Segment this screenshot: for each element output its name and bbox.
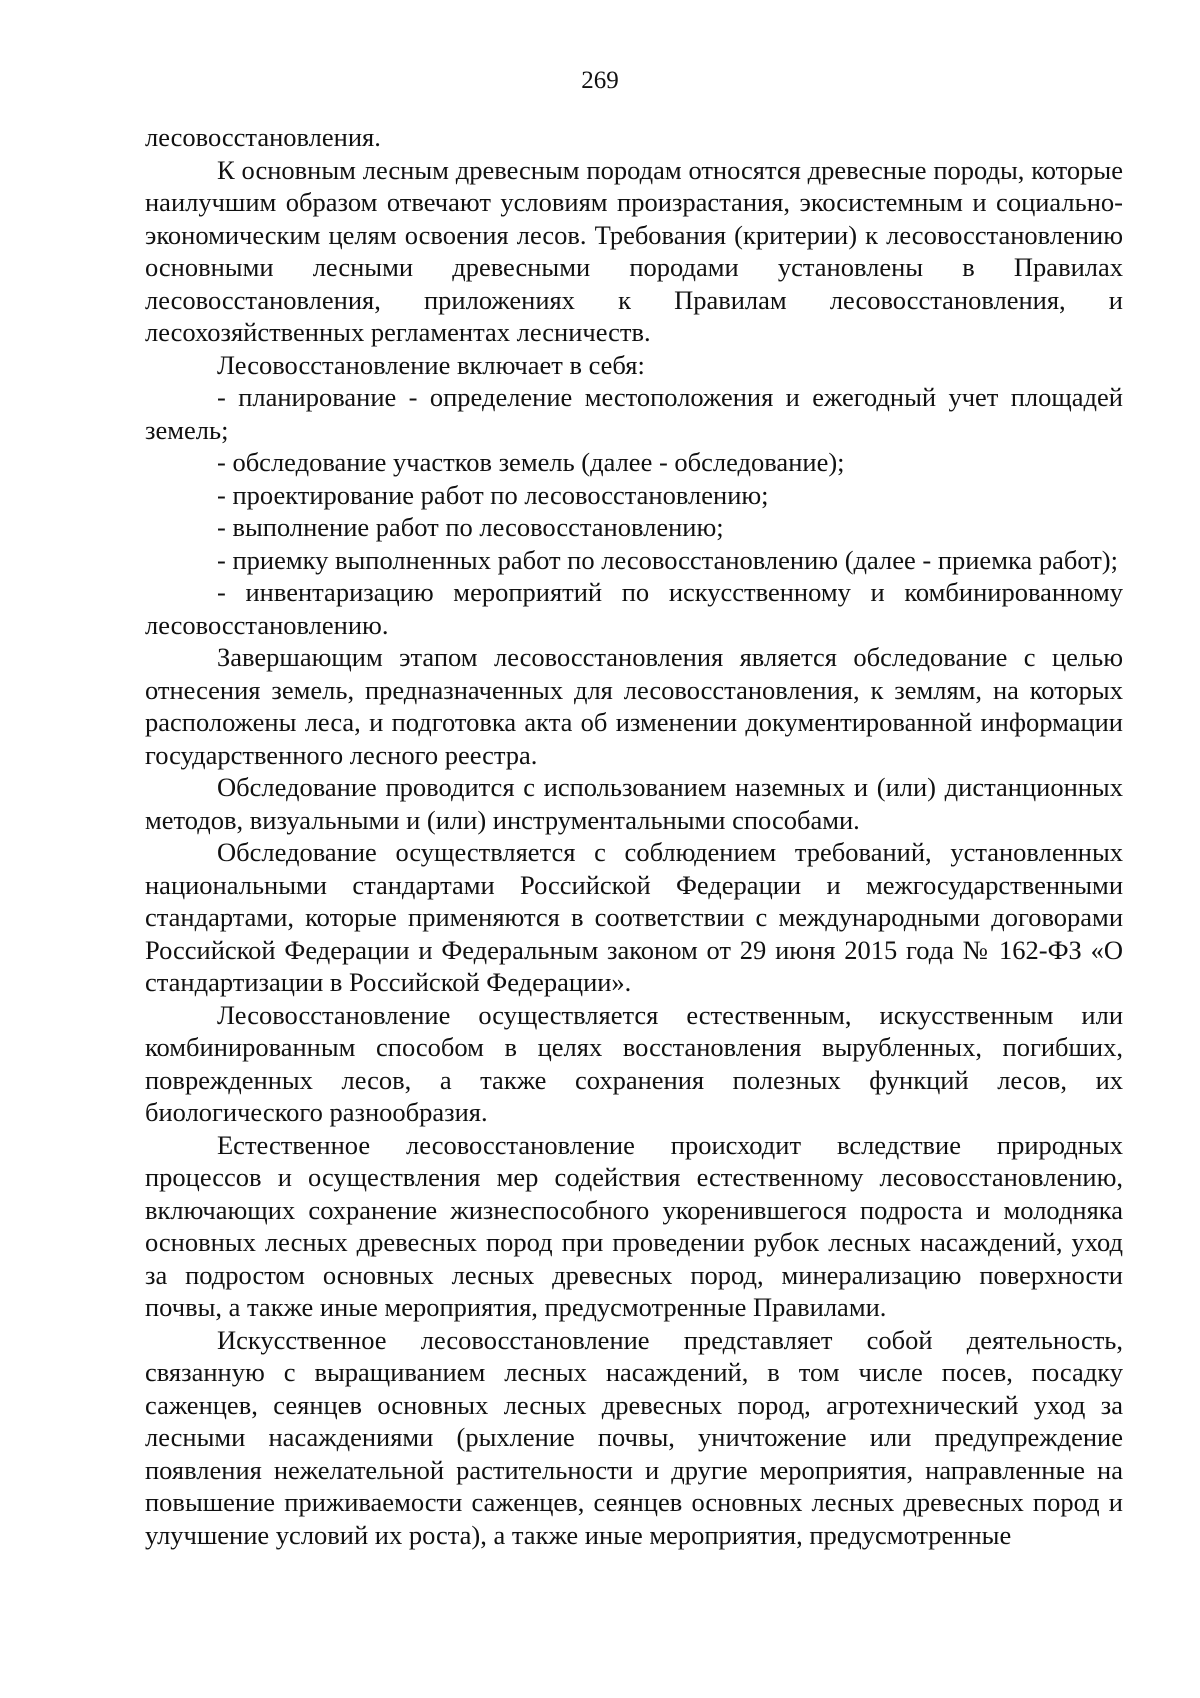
paragraph: Лесовосстановление осуществляется естественным, искусственным или комбинированным способом в целях восстановления вырубленных, погибших, поврежденных лесов, а также сохранения полезных функций лесов, их биологического разнообразия. [145,999,1123,1127]
list-item: - приемку выполненных работ по лесовосстановлению (далее - приемка работ); [217,544,1118,575]
paragraph: Обследование осуществляется с соблюдением требований, установленных национальными стандартами Российской Федерации и межгосударственными стандартами, которые применяются в соответствии с международными договорами Российской Федерации и Федеральным законом от 29 июня 2015 года № 162-ФЗ «О стандартизации в Российской Федерации». [145,837,1123,997]
list-item: - обследование участков земель (далее - обследование); [217,447,845,477]
paragraph: Лесовосстановление включает в себя: [217,349,645,380]
paragraph: Естественное лесовосстановление происходит вследствие природных процессов и осуществления мер содействия естественному лесовосстановлению, включающих сохранение жизнеспособного укоренившегося подроста и молодняка основных лесных древесных пород при проведении рубок лесных насаждений, уход за подростом основных лесных древесных пород, минерализацию поверхности почвы, а также иные мероприятия, предусмотренные Правилами. [145,1129,1123,1322]
paragraph: Обследование проводится с использованием наземных и (или) дистанционных методов, визуальными и (или) инструментальными способами. [145,772,1123,835]
paragraph: Искусственное лесовосстановление представляет собой деятельность, связанную с выращиванием лесных насаждений, в том числе посев, посадку саженцев, сеянцев основных лесных древесных пород, агротехнический уход за лесными насаждениями (рыхление почвы, уничтожение или предупреждение появления нежелательной растительности и другие мероприятия, направленные на повышение приживаемости саженцев, сеянцев основных лесных древесных пород и улучшение условий их роста), а также иные мероприятия, предусмотренные [145,1324,1123,1550]
list-item: - проектирование работ по лесовосстановлению; [217,479,769,510]
list-item: - планирование - определение местоположения и ежегодный учет площадей земель; [145,382,1123,445]
document-body [145,121,1123,1551]
paragraph: лесовосстановления. [145,122,381,152]
list-item: - инвентаризацию мероприятий по искусственному и комбинированному лесовосстановлению. [145,577,1123,640]
paragraph: К основным лесным древесным породам относятся древесные породы, которые наилучшим образом отвечают условиям произрастания, экосистемным и социально-экономическим целям освоения лесов. Требования (критерии) к лесовосстановлению основными лесными древесными породами установлены в Правилах лесовосстановления, приложениях к Правилам лесовосстановления, и лесохозяйственных регламентах лесничеств. [145,154,1123,347]
list-item: - выполнение работ по лесовосстановлению; [217,512,724,542]
paragraph: Завершающим этапом лесовосстановления является обследование с целью отнесения земель, предназначенных для лесовосстановления, к землям, на которых расположены леса, и подготовка акта об изменении документированной информации государственного лесного реестра. [145,642,1123,770]
page-number: 269 [581,67,619,94]
